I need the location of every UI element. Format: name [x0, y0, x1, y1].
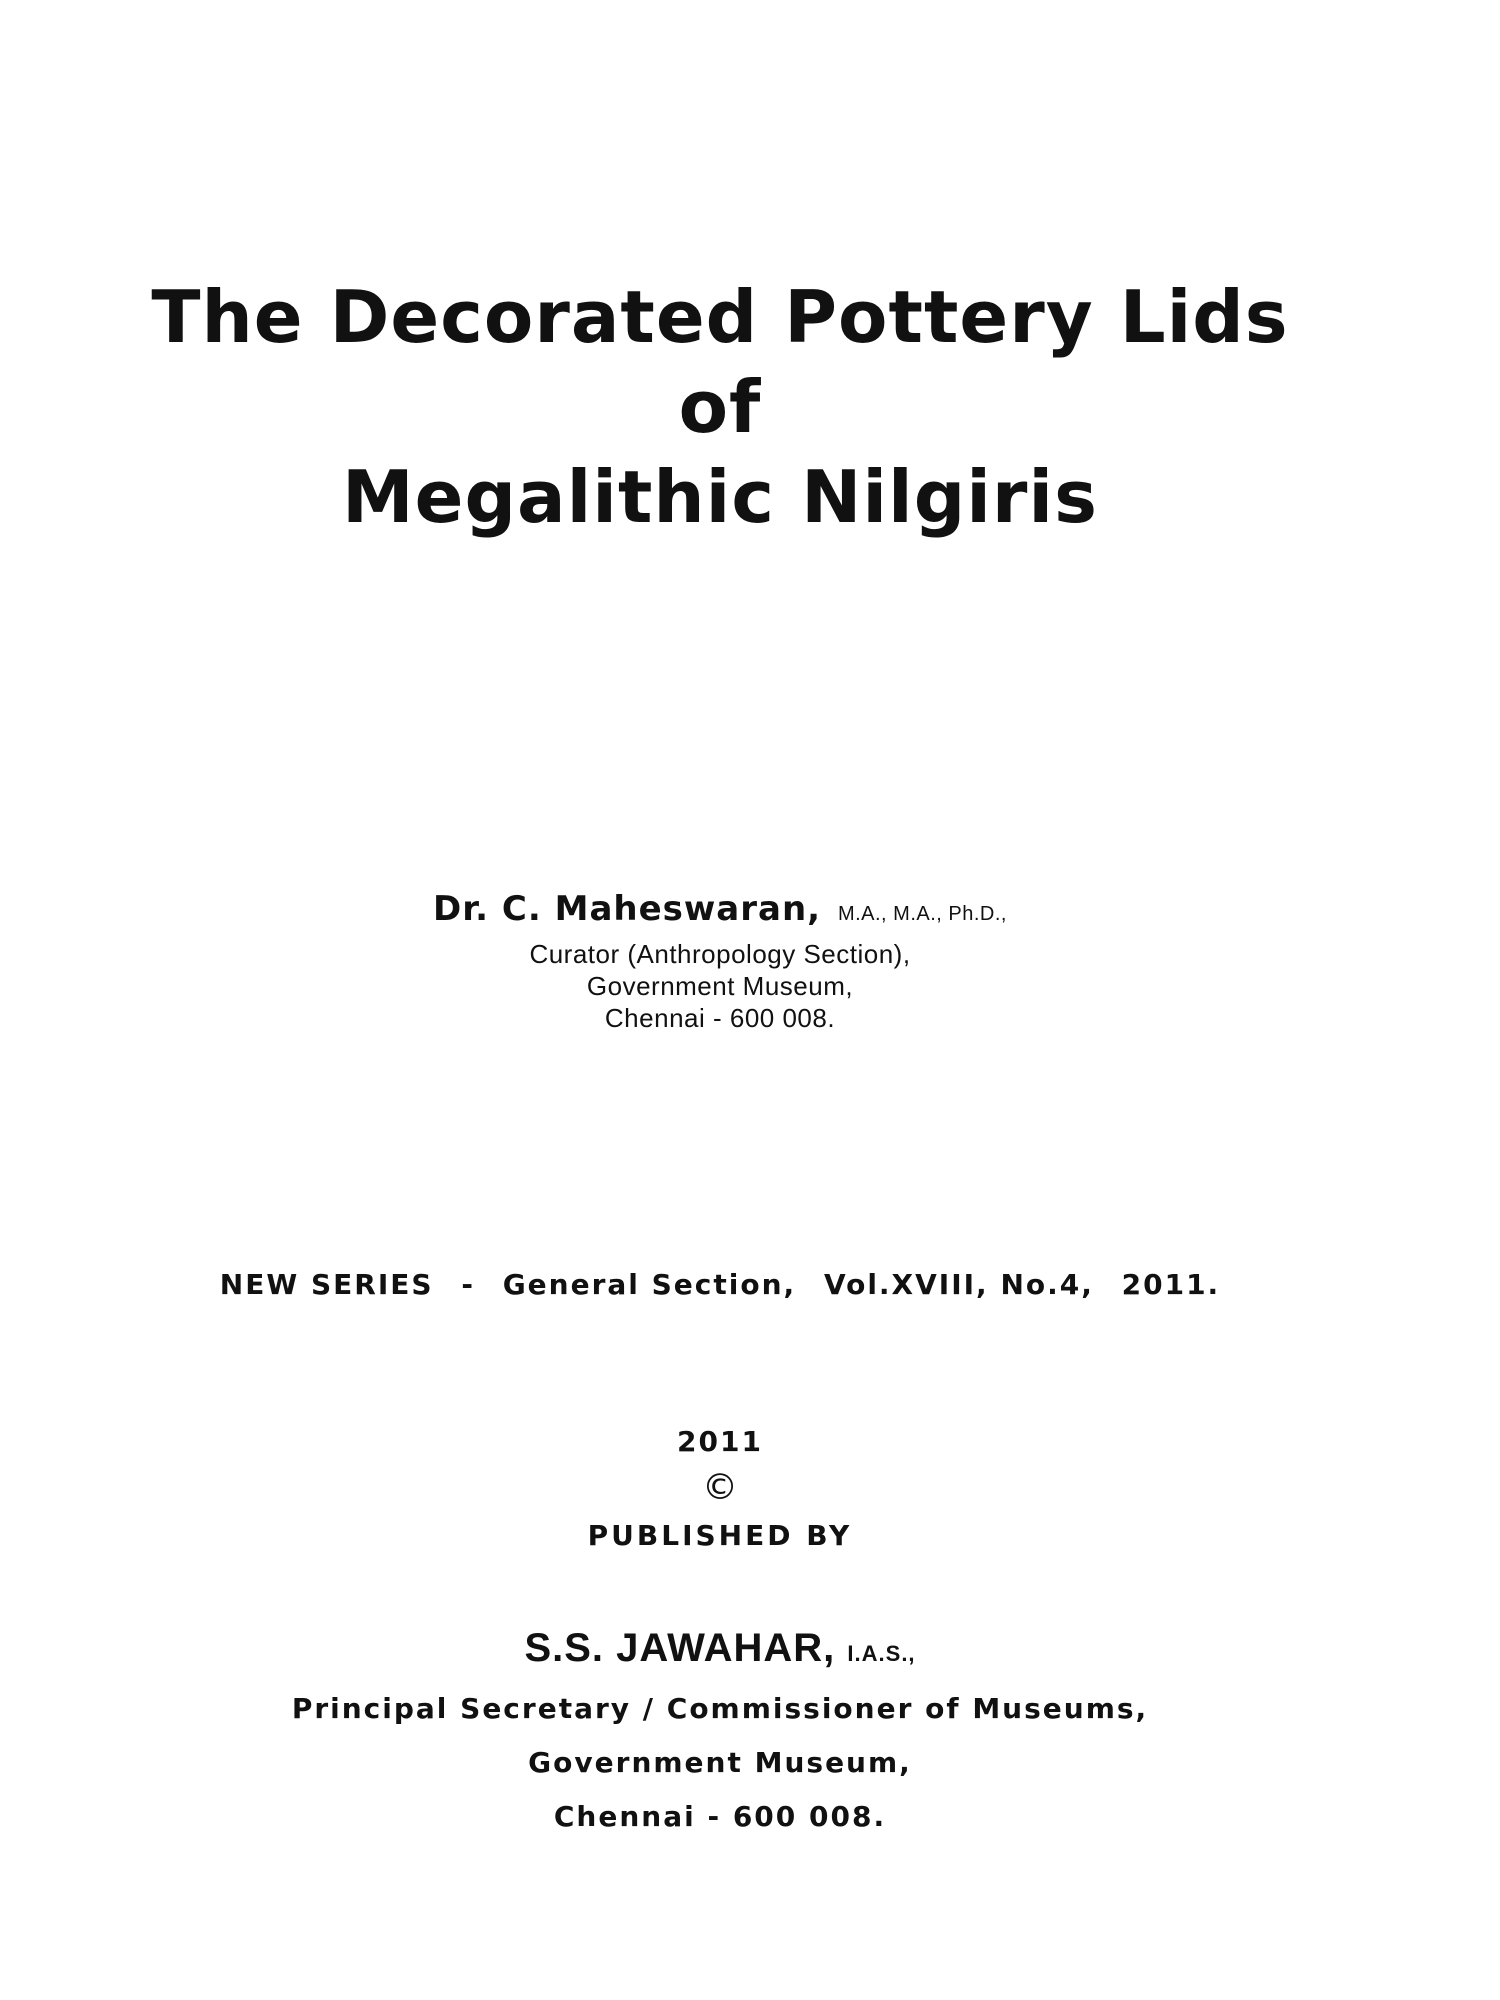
author-position: Curator (Anthropology Section), — [529, 939, 911, 969]
publisher-degree: I.A.S., — [847, 1641, 916, 1666]
series-volume: Vol.XVIII, No.4, — [823, 1268, 1094, 1301]
published-by-label: PUBLISHED BY — [587, 1519, 853, 1552]
author-name: Dr. C. Maheswaran, — [433, 889, 822, 929]
author-degrees: M.A., M.A., Ph.D., — [837, 903, 1007, 925]
title-line-1: The Decorated Pottery Lids — [151, 275, 1289, 359]
publisher-name: S.S. JAWAHAR, — [524, 1626, 836, 1670]
series-section: General Section, — [502, 1268, 797, 1301]
author-institution: Government Museum, — [586, 971, 854, 1001]
publisher-name-line — [0, 1620, 1440, 1682]
series-line — [0, 1268, 1440, 1301]
publication-year: 2011 — [677, 1425, 763, 1458]
publisher-address: Chennai - 600 008. — [553, 1800, 887, 1833]
series-separator: - — [461, 1268, 475, 1301]
author-name-line — [0, 885, 1440, 938]
author-block — [0, 885, 1440, 1034]
author-address: Chennai - 600 008. — [604, 1003, 836, 1033]
series-name: NEW SERIES — [219, 1268, 434, 1301]
title-line-3: Megalithic Nilgiris — [342, 455, 1098, 539]
series-year: 2011. — [1121, 1268, 1221, 1301]
title-line-2: of — [678, 365, 762, 449]
publisher-block — [0, 1620, 1440, 1844]
book-title — [0, 272, 1440, 542]
copyright-icon: © — [702, 1467, 738, 1508]
publisher-institution: Government Museum, — [528, 1746, 912, 1779]
publication-block — [0, 1420, 1440, 1560]
publisher-position: Principal Secretary / Commissioner of Museums, — [291, 1692, 1149, 1725]
